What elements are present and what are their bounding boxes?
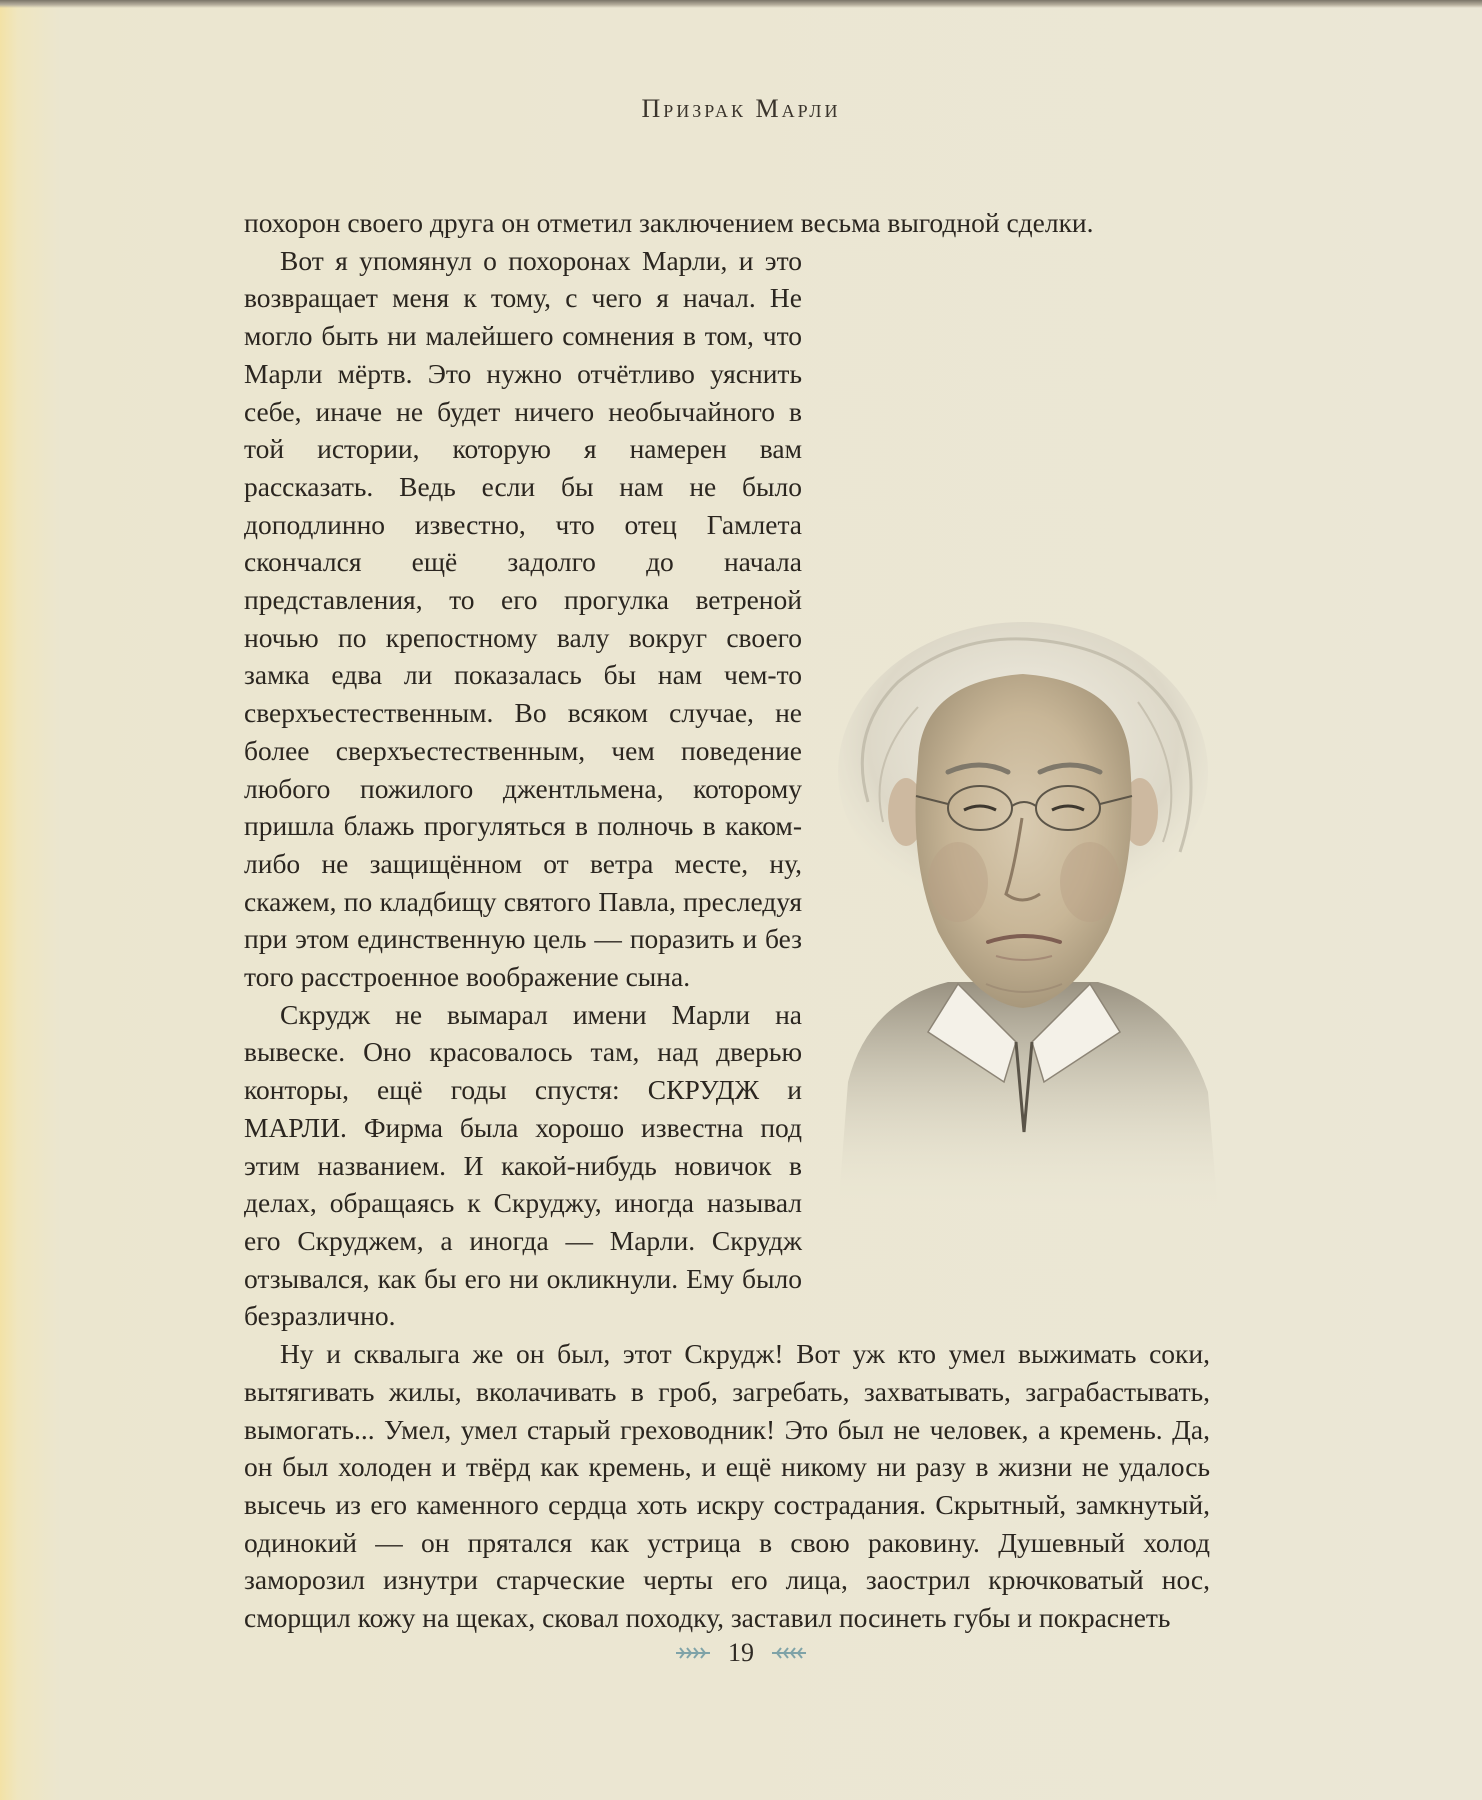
paragraph-4: Ну и сквалыга же он был, этот Скрудж! Вот уж кто умел выжимать соки, вытягивать жилы, вколачивать в гроб, загребать, захватывать, заграбастывать, вымогать... Умел, умел старый греховодник! Это был не человек, а кремень. Да, он был холоден и твёрд как кремень, и ещё никому ни разу в жизни не удалось высечь из его каменного сердца хоть искру сострадания. Скрытный, замкнутый, одинокий — он прятался как устрица в свою раковину. Душевный холод заморозил изнутри старческие черты его лица, заострил крючковатый нос, сморщил кожу на щеках, сковал походку, заставил посинеть губы и покраснеть [244, 1338, 1210, 1634]
right-ornament-icon [770, 1646, 808, 1660]
page-footer [0, 1638, 1482, 1668]
page-number: 19 [728, 1638, 754, 1667]
page-top-edge [0, 0, 1482, 8]
running-title: Призрак Марли [641, 94, 841, 123]
paragraph-2: Вот я упомянул о похоронах Марли, и это возвращает меня к тому, с чего я начал. Не могло быть ни малейшего сомнения в том, что Марли мёртв. Это нужно отчётливо уяснить себе, иначе не будет ничего необычайного в той истории, которую я намерен вам рассказать. Ведь если бы нам не было доподлинно известно, что отец Гамлета скончался ещё задолго до начала представления, то его прогулка ветреной ночью по крепостному валу вокруг своего замка едва ли показалась бы нам чем-то сверхъестественным. Во всяком случае, не более сверхъестественным, чем поведение любого пожилого джентльмена, которому пришла блажь прогуляться в полночь в каком-либо не защищённом от ветра месте, ну, скажем, по кладбищу святого Павла, преследуя при этом единственную цель — поразить и без того расстроенное воображение сына. [244, 244, 802, 993]
paragraph-3: Скрудж не вымарал имени Марли на вывеске. Оно красовалось там, над дверью конторы, ещё годы спустя: СКРУДЖ и МАРЛИ. Фирма была хорошо известна под этим названием. И какой-нибудь новичок в делах, обращаясь к Скруджу, иногда называл его Скруджем, а иногда — Марли. Скрудж отзывался, как бы его ни окликнули. Ему было безразлично. [244, 998, 802, 1332]
paragraph-1: похорон своего друга он отметил заключением весьма выгодной сделки. [244, 207, 1094, 238]
marley-portrait-illustration [808, 612, 1238, 1222]
left-ornament-icon [674, 1646, 712, 1660]
